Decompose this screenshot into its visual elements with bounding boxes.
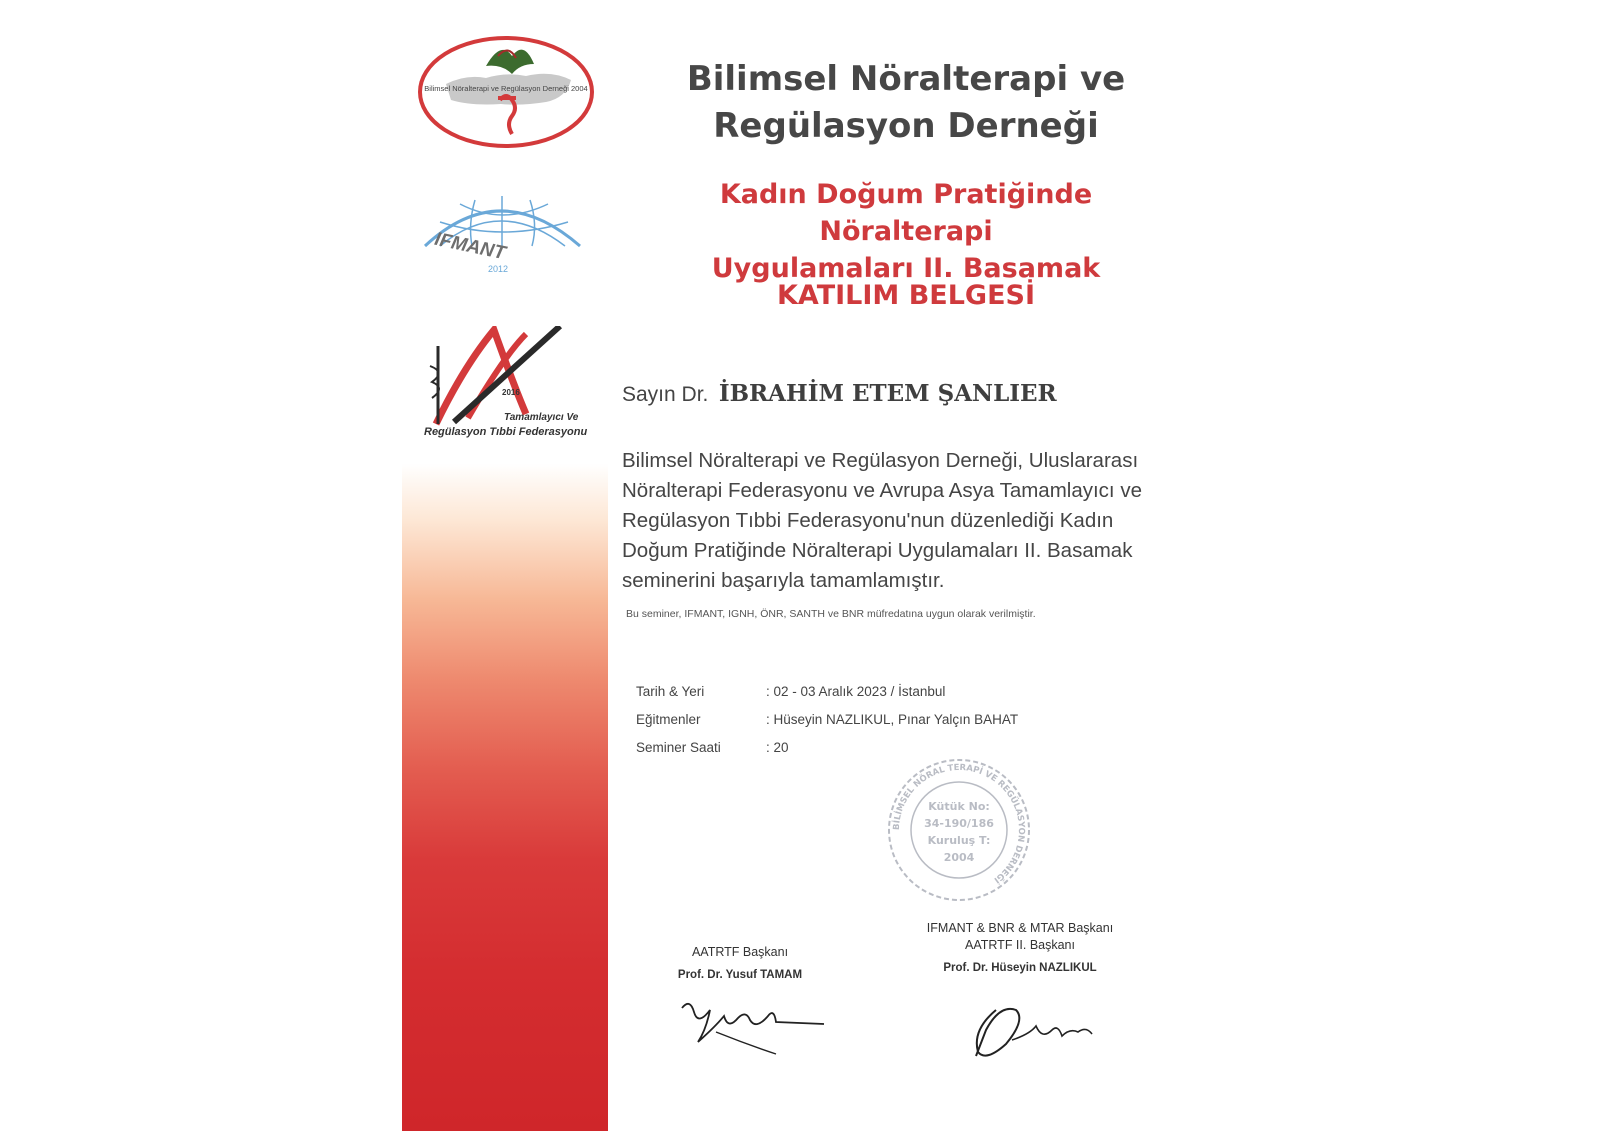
- stamp-ring-text: BİLİMSEL NÖRAL TERAPİ VE REGÜLASYON DERNEĞİ: [891, 762, 1027, 885]
- ifmant-text: IFMANT: [432, 228, 508, 265]
- detail-value: : 20: [766, 740, 789, 755]
- ifmant-year: 2012: [488, 264, 509, 274]
- detail-label: Eğitmenler: [636, 712, 701, 727]
- right-signer-title-line2: AATRTF II. Başkanı: [965, 938, 1075, 952]
- stamp-line1: Kütük No:: [928, 800, 990, 813]
- recipient-line: [622, 380, 1057, 407]
- left-signature-block: [650, 944, 830, 981]
- right-signature-block: [905, 920, 1135, 974]
- right-signer-title-line1: IFMANT & BNR & MTAR Başkanı: [926, 921, 1114, 935]
- salutation: Sayın Dr.: [622, 383, 709, 406]
- association-seal-logo: [416, 34, 596, 150]
- right-signer-name: Prof. Dr. Hüseyin NAZLIKUL: [943, 962, 1097, 974]
- curriculum-note: Bu seminer, IFMANT, IGNH, ÖNR, SANTH ve BNR müfredatına uygun olarak verilmiştir.: [626, 608, 1036, 620]
- federation-logo: [424, 326, 588, 438]
- stamp-line4: 2004: [943, 851, 975, 864]
- course-title-line2: Uygulamaları II. Basamak: [711, 253, 1101, 284]
- detail-value: : Hüseyin NAZLIKUL, Pınar Yalçın BAHAT: [766, 712, 1019, 727]
- organization-title-line2: Regülasyon Derneği: [713, 106, 1099, 146]
- course-title-line1: Kadın Doğum Pratiğinde Nöralterapi: [719, 179, 1093, 247]
- organization-title-line1: Bilimsel Nöralterapi ve: [686, 59, 1126, 99]
- federation-line2: Regülasyon Tıbbi Federasyonu: [424, 426, 588, 438]
- organization-title: [636, 56, 1176, 150]
- right-handwritten-signature: [966, 1000, 1106, 1062]
- detail-value: : 02 - 03 Aralık 2023 / İstanbul: [766, 684, 946, 699]
- official-stamp: [884, 755, 1034, 910]
- left-signer-name: Prof. Dr. Yusuf TAMAM: [677, 969, 803, 981]
- left-handwritten-signature: [676, 996, 826, 1058]
- ifmant-logo: [420, 194, 590, 274]
- detail-label: Seminer Saati: [636, 740, 721, 755]
- federation-line1: Tamamlayıcı Ve: [504, 412, 579, 423]
- decorative-side-strip: [402, 0, 608, 1131]
- recipient-name: İBRAHİM ETEM ŞANLIER: [718, 380, 1057, 407]
- association-seal-text: Bilimsel Nöralterapi ve Regülasyon Derneği 2004: [424, 84, 588, 93]
- stamp-line2: 34-190/186: [924, 817, 994, 830]
- left-signer-title: AATRTF Başkanı: [691, 945, 789, 959]
- detail-label: Tarih & Yeri: [636, 684, 705, 699]
- stamp-line3: Kuruluş T:: [927, 834, 991, 847]
- federation-year: 2016: [502, 388, 520, 397]
- certificate-label: KATILIM BELGESİ: [776, 280, 1036, 311]
- course-title: [636, 176, 1176, 287]
- certificate-body-text: Bilimsel Nöralterapi ve Regülasyon Derneği, Uluslararası Nöralterapi Federasyonu ve Avrupa Asya Tamamlayıcı ve Regülasyon Tıbbi Federasyonu'nun düzenlediği Kadın Doğum Pratiğinde Nöralterapi Uygulamaları II. Basamak seminerini başarıyla tamamlamıştır.: [622, 449, 1142, 592]
